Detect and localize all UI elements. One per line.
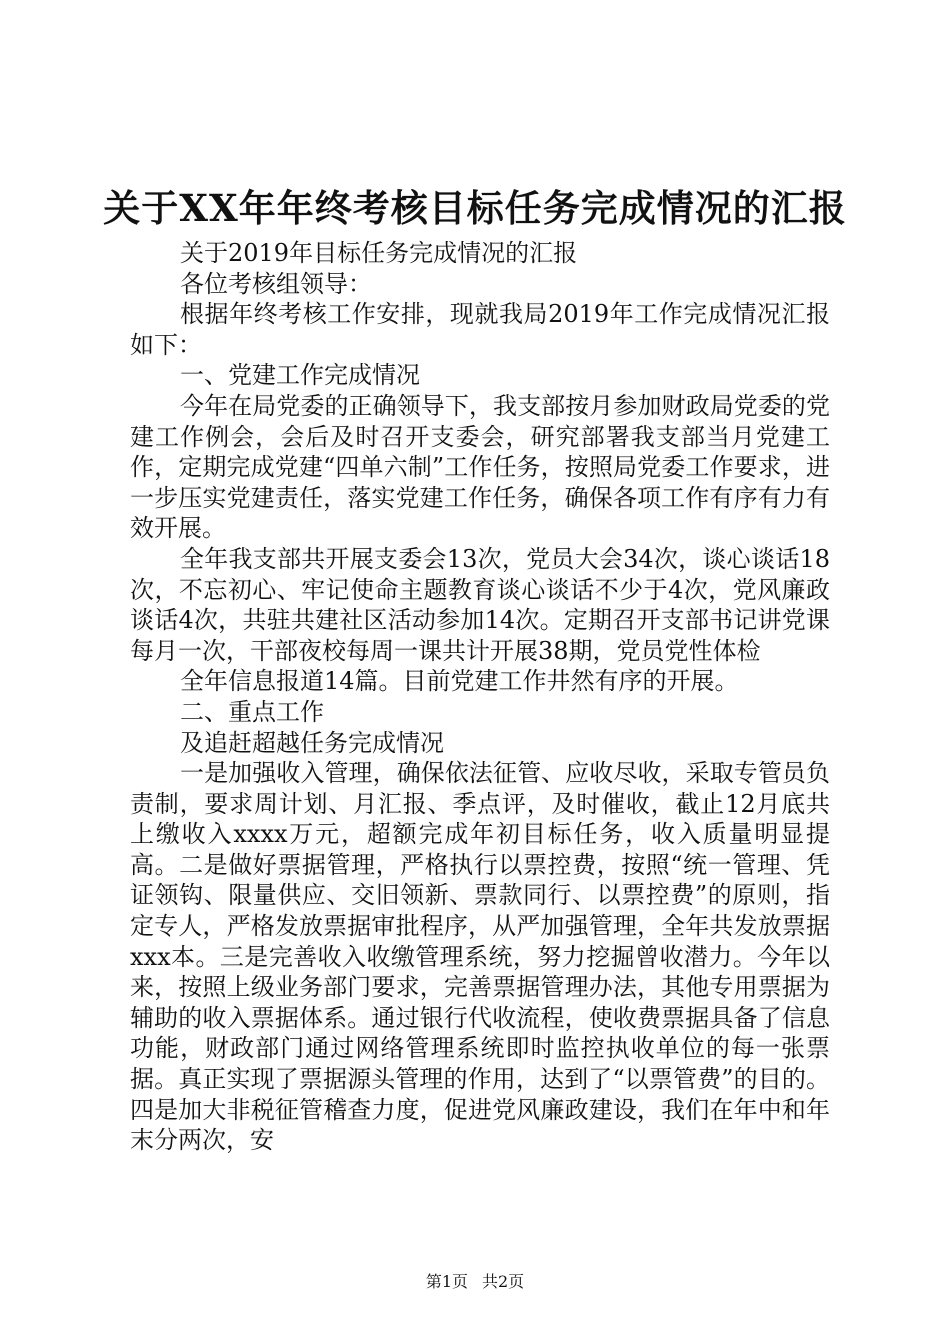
section-heading-key-work: 二、重点工作: [180, 697, 324, 726]
document-body: [130, 238, 830, 1156]
page-footer: [0, 1272, 950, 1292]
key-work-subheading: 及追赶超越任务完成情况: [180, 728, 444, 757]
party-building-paragraph: 今年在局党委的正确领导下，我支部按月参加财政局党委的党建工作例会，会后及时召开支委会，研究部署我支部当月党建工作，定期完成党建“四单六制”工作任务，按照局党委工作要求，进一步压实党建责任，落实党建工作任务，确保各项工作有序有力有效开展。: [130, 391, 830, 543]
document-title: 关于XX年年终考核目标任务完成情况的汇报: [103, 186, 847, 230]
subtitle-paragraph: 关于2019年目标任务完成情况的汇报: [180, 239, 578, 267]
revenue-management-paragraph: 一是加强收入管理，确保依法征管、应收尽收，采取专管员负责制，要求周计划、月汇报、季点评，及时催收，截止12月底共上缴收入xxxx万元，超额完成年初目标任务，收入质量明显提高。二是做好票据管理，严格执行以票控费，按照“统一管理、凭证领钩、限量供应、交旧领新、票款同行、以票控费”的原则，指定专人，严格发放票据审批程序，从严加强管理，全年共发放票据xxx本。三是完善收入收缴管理系统，努力挖掘曾收潜力。今年以来，按照上级业务部门要求，完善票据管理办法，其他专用票据为辅助的收入票据体系。通过银行代收流程，使收费票据具备了信息功能，财政部门通过网络管理系统即时监控执收单位的每一张票据。真正实现了票据源头管理的作用，达到了“以票管费”的目的。四是加大非税征管稽查力度，促进党风廉政建设，我们在年中和年末分两次，安: [130, 759, 830, 1155]
page-number: 第1页: [425, 1272, 468, 1291]
party-building-stats-paragraph: 全年我支部共开展支委会13次，党员大会34次，谈心谈话18次，不忘初心、牢记使命主题教育谈心谈话不少于4次，党风廉政谈话4次，共驻共建社区活动参加14次。定期召开支部书记讲党课每月一次，干部夜校每周一课共计开展38期，党员党性体检: [130, 544, 830, 665]
page-total: 共2页: [482, 1272, 525, 1291]
section-heading-party-building: 一、党建工作完成情况: [180, 361, 420, 390]
info-report-paragraph: 全年信息报道14篇。目前党建工作井然有序的开展。: [180, 667, 739, 696]
intro-paragraph: 根据年终考核工作安排，现就我局2019年工作完成情况汇报如下：: [130, 300, 830, 359]
salutation-paragraph: 各位考核组领导：: [180, 269, 372, 298]
